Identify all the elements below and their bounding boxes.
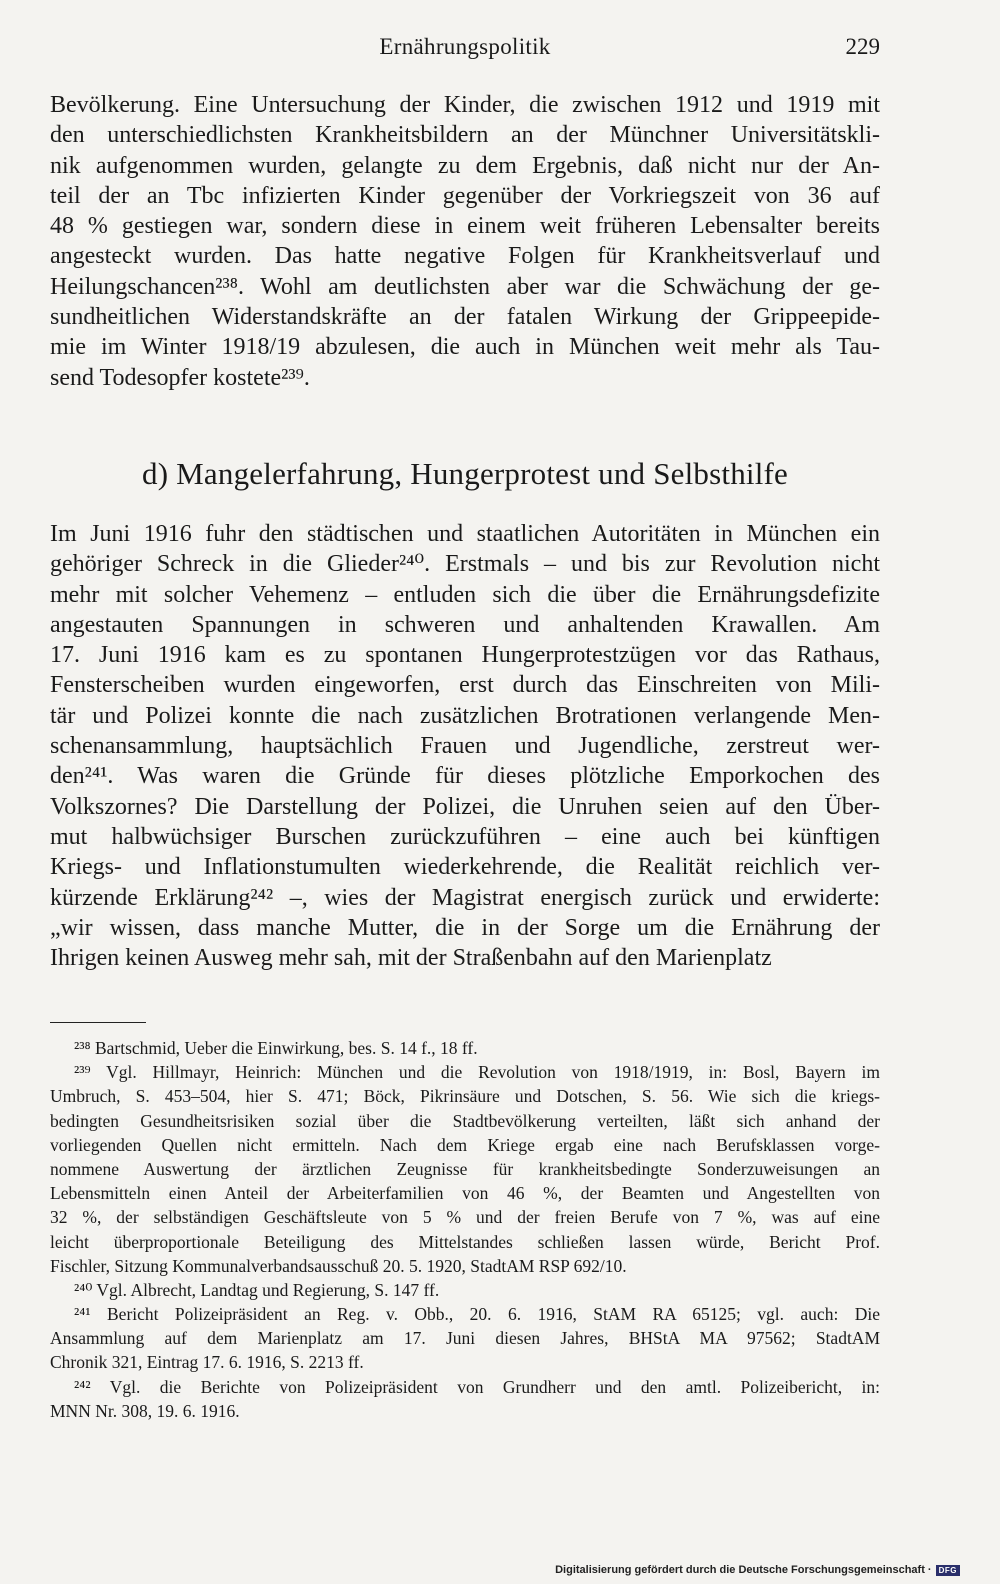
text-line: angestauten Spannungen in schweren und anhaltenden Krawallen. Am — [50, 611, 880, 638]
footnote — [50, 1036, 880, 1060]
text-line: den²⁴¹. Was waren die Gründe für dieses plötzliche Emporkochen des — [50, 763, 880, 790]
section-heading: d) Mangelerfahrung, Hungerprotest und Selbsthilfe — [142, 456, 788, 491]
page-number: 229 — [845, 34, 880, 59]
text-line: bedingten Gesundheitsrisiken sozial über die Stadtbevölkerung verteilten, läßt sich anhand der — [50, 1110, 880, 1131]
text-line: angesteckt wurden. Das hatte negative Folgen für Krankheitsverlauf und — [50, 243, 880, 270]
text-line: tär und Polizei konnte die nach zusätzlichen Brotrationen verlangende Men- — [50, 702, 880, 729]
text-line: mut halbwüchsiger Burschen zurückzuführen – eine auch bei künftigen — [50, 823, 880, 850]
text-line: send Todesopfer kostete²³⁹. — [50, 364, 310, 391]
text-line: 17. Juni 1916 kam es zu spontanen Hungerprotestzügen vor das Rathaus, — [50, 642, 880, 669]
text-line: mehr mit solcher Vehemenz – entluden sich die über die Ernährungsdefizite — [50, 581, 880, 608]
text-line: Bevölkerung. Eine Untersuchung der Kinder, die zwischen 1912 und 1919 mit — [50, 92, 880, 118]
text-line: sundheitlichen Widerstandskräfte an der fatalen Wirkung der Grippeepide- — [50, 304, 880, 331]
text-line: nommene Auswertung der ärztlichen Zeugnisse für krankheitsbedingte Sonderzuweisungen an — [50, 1158, 880, 1179]
page-header — [50, 34, 880, 68]
text-line: nik aufgenommen wurden, gelangte zu dem Ergebnis, daß nicht nur der An- — [50, 152, 880, 179]
text-line: den unterschiedlichsten Krankheitsbildern an der Münchner Universitätskli- — [50, 122, 880, 149]
text-line: Umbruch, S. 453–504, hier S. 471; Böck, Pikrinsäure und Dotschen, S. 56. Wie sich die kriegs- — [50, 1086, 880, 1107]
text-line: Chronik 321, Eintrag 17. 6. 1916, S. 2213 ff. — [50, 1352, 364, 1373]
text-line: Lebensmitteln einen Anteil der Arbeiterfamilien von 46 %, der Beamten und Angestellten von — [50, 1183, 880, 1204]
paragraph-2 — [50, 519, 880, 973]
text-line: Heilungschancen²³⁸. Wohl am deutlichsten aber war die Schwächung der ge- — [50, 273, 880, 300]
footnote — [50, 1375, 880, 1423]
footnote — [50, 1278, 880, 1302]
text-line: vorliegenden Quellen nicht ermitteln. Nach dem Kriege ergab eine nach Berufsklassen vorge- — [50, 1134, 880, 1155]
footnote — [50, 1302, 880, 1375]
text-line: „wir wissen, dass manche Mutter, die in der Sorge um die Ernährung der — [50, 914, 880, 941]
text-line: 32 %, der selbständigen Geschäftsleute von 5 % und der freien Berufe von 7 %, was auf eine — [50, 1207, 880, 1228]
text-line: Im Juni 1916 fuhr den städtischen und staatlichen Autoritäten in München ein — [50, 521, 880, 547]
digitization-note — [555, 1564, 960, 1576]
text-line: mie im Winter 1918/19 abzulesen, die auch in München weit mehr als Tau- — [50, 334, 880, 361]
running-title: Ernährungspolitik — [379, 34, 551, 59]
text-line: ²⁴⁰ Vgl. Albrecht, Landtag und Regierung, S. 147 ff. — [74, 1279, 440, 1300]
footnote — [50, 1060, 880, 1278]
text-line: Ihrigen keinen Ausweg mehr sah, mit der Straßenbahn auf den Marienplatz — [50, 945, 772, 972]
text-line: 48 % gestiegen war, sondern diese in einem weit früheren Lebensalter bereits — [50, 213, 880, 240]
text-line: Ansammlung auf dem Marienplatz am 17. Juni diesen Jahres, BHStA MA 97562; StadtAM — [50, 1328, 880, 1349]
text-line: leicht überproportionale Beteiligung des Mittelstandes schließen lassen würde, Bericht Prof. — [50, 1231, 880, 1252]
text-line: schenansammlung, hauptsächlich Frauen und Jugendliche, zerstreut wer- — [50, 733, 880, 760]
text-line: Fensterscheiben wurden eingeworfen, erst durch das Einschreiten von Mili- — [50, 672, 880, 699]
footnotes — [50, 1036, 880, 1423]
text-line: ²³⁸ Bartschmid, Ueber die Einwirkung, bes. S. 14 f., 18 ff. — [74, 1038, 478, 1058]
text-line: teil der an Tbc infizierten Kinder gegenüber der Vorkriegszeit von 36 auf — [50, 182, 880, 209]
digitization-text: Digitalisierung gefördert durch die Deutsche Forschungsgemeinschaft · — [555, 1564, 932, 1576]
paragraph-1 — [50, 90, 880, 393]
dfg-logo: DFG — [936, 1565, 960, 1576]
text-line: MNN Nr. 308, 19. 6. 1916. — [50, 1400, 240, 1421]
text-line: ²³⁹ Vgl. Hillmayr, Heinrich: München und die Revolution von 1918/1919, in: Bosl, Bayern im — [74, 1062, 880, 1083]
text-line: ²⁴¹ Bericht Polizeipräsident an Reg. v. Obb., 20. 6. 1916, StAM RA 65125; vgl. auch: Die — [74, 1304, 880, 1325]
text-line: Volkszornes? Die Darstellung der Polizei, die Unruhen seien auf den Über- — [50, 793, 880, 820]
footnote-rule — [50, 1022, 146, 1023]
text-line: gehöriger Schreck in die Glieder²⁴⁰. Erstmals – und bis zur Revolution nicht — [50, 551, 880, 578]
text-line: kürzende Erklärung²⁴² –, wies der Magistrat energisch zurück und erwiderte: — [50, 884, 880, 911]
text-line: ²⁴² Vgl. die Berichte von Polizeipräsident von Grundherr und den amtl. Polizeibericht, in: — [74, 1376, 880, 1397]
text-line: Kriegs- und Inflationstumulten wiederkehrende, die Realität reichlich ver- — [50, 854, 880, 881]
text-line: Fischler, Sitzung Kommunalverbandsausschuß 20. 5. 1920, StadtAM RSP 692/10. — [50, 1255, 627, 1276]
